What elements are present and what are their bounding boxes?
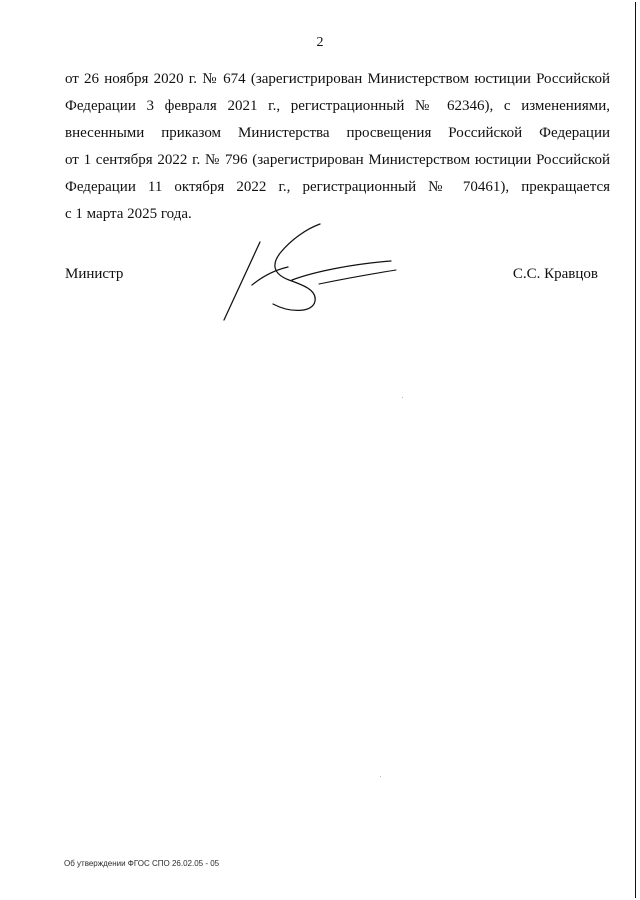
- document-body: [65, 66, 610, 228]
- footer-note: Об утверждении ФГОС СПО 26.02.05 - 05: [64, 859, 220, 868]
- signature-role: Министр: [65, 266, 124, 282]
- scan-speck: [380, 776, 381, 777]
- body-line: от 26 ноября 2020 г. № 674 (зарегистрирован Министерством юстиции Российской: [65, 71, 610, 87]
- handwritten-signature: [218, 222, 398, 324]
- body-line: Федерации 11 октября 2022 г., регистрационный № 70461), прекращается: [65, 179, 610, 195]
- body-line: внесенными приказом Министерства просвещения Российской Федерации: [65, 125, 610, 141]
- signer-name: С.С. Кравцов: [512, 266, 598, 282]
- page-number: 2: [316, 35, 324, 50]
- body-line: от 1 сентября 2022 г. № 796 (зарегистрирован Министерством юстиции Российской: [65, 152, 610, 168]
- body-line: Федерации 3 февраля 2021 г., регистрационный № 62346), с изменениями,: [65, 98, 610, 114]
- scan-speck: [402, 397, 403, 398]
- body-line: с 1 марта 2025 года.: [65, 206, 192, 222]
- scan-edge-line: [635, 2, 636, 898]
